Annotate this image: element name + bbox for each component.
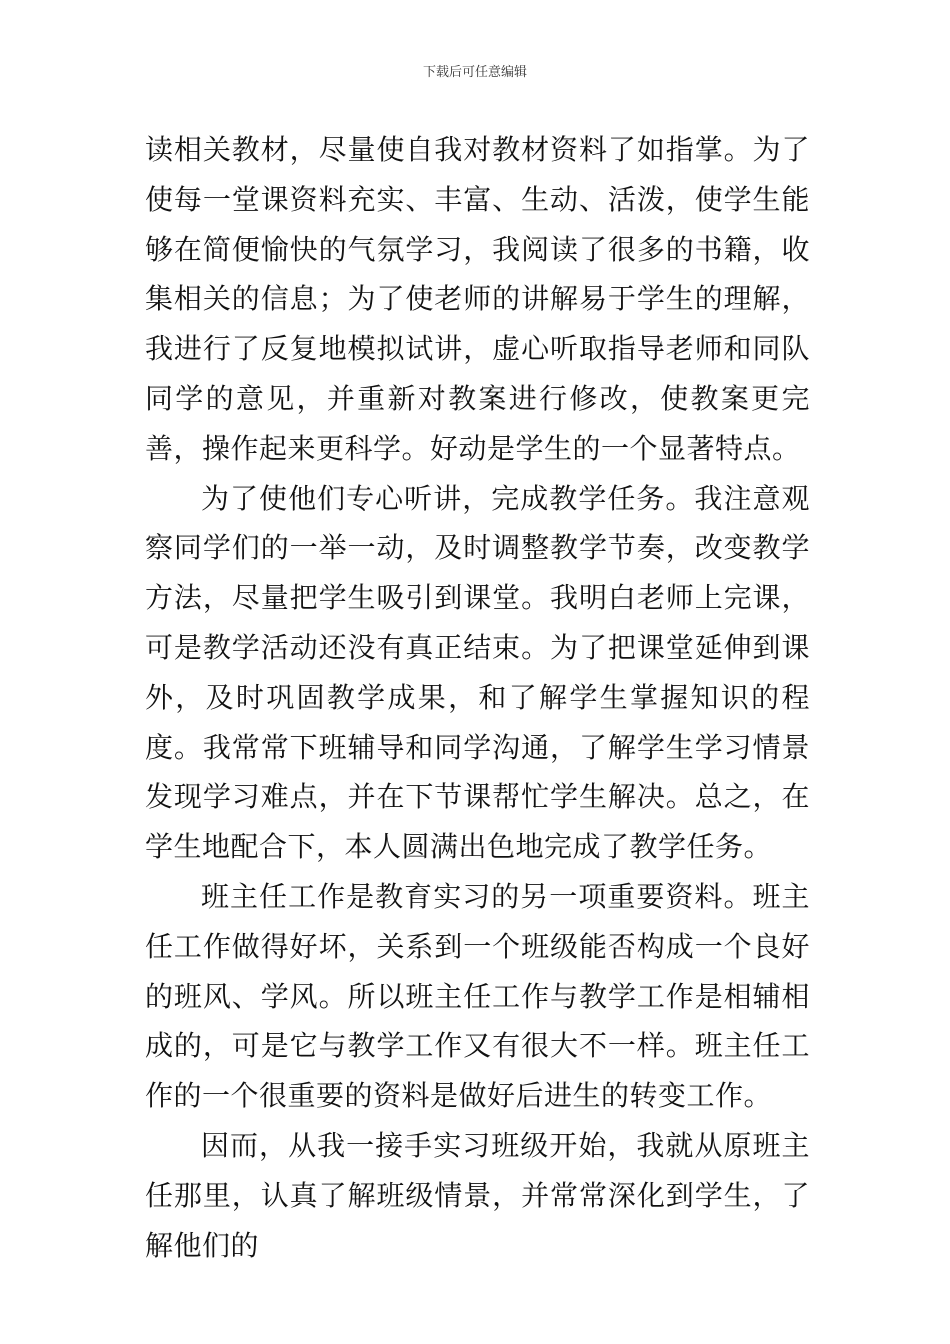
paragraph-3: 班主任工作是教育实习的另一项重要资料。班主任工作做得好坏，关系到一个班级能否构成一个良好的班风、学风。所以班主任工作与教学工作是相辅相成的，可是它与教学工作又有很大不一样。班主任工作的一个很重要的资料是做好后进生的转变工作。: [145, 879, 810, 1113]
page-header: 下载后可任意编辑: [422, 65, 527, 80]
paragraph-1: 读相关教材，尽量使自我对教材资料了如指掌。为了使每一堂课资料充实、丰富、生动、活泼，使学生能够在简便愉快的气氛学习，我阅读了很多的书籍，收集相关的信息；为了使老师的讲解易于学生的理解，我进行了反复地模拟试讲，虚心听取指导老师和同队同学的意见，并重新对教案进行修改，使教案更完善，操作起来更科学。好动是学生的一个显著特点。: [145, 133, 810, 465]
paragraph-2: 为了使他们专心听讲，完成教学任务。我注意观察同学们的一举一动，及时调整教学节奏，改变教学方法，尽量把学生吸引到课堂。我明白老师上完课，可是教学活动还没有真正结束。为了把课堂延伸到课外，及时巩固教学成果，和了解学生掌握知识的程度。我常常下班辅导和同学沟通，了解学生学习情景发现学习难点，并在下节课帮忙学生解决。总之，在学生地配合下，本人圆满出色地完成了教学任务。: [145, 481, 810, 864]
paragraph-4: 因而，从我一接手实习班级开始，我就从原班主任那里，认真了解班级情景，并常常深化到学生，了解他们的: [145, 1128, 810, 1262]
body-text: [145, 125, 810, 1270]
